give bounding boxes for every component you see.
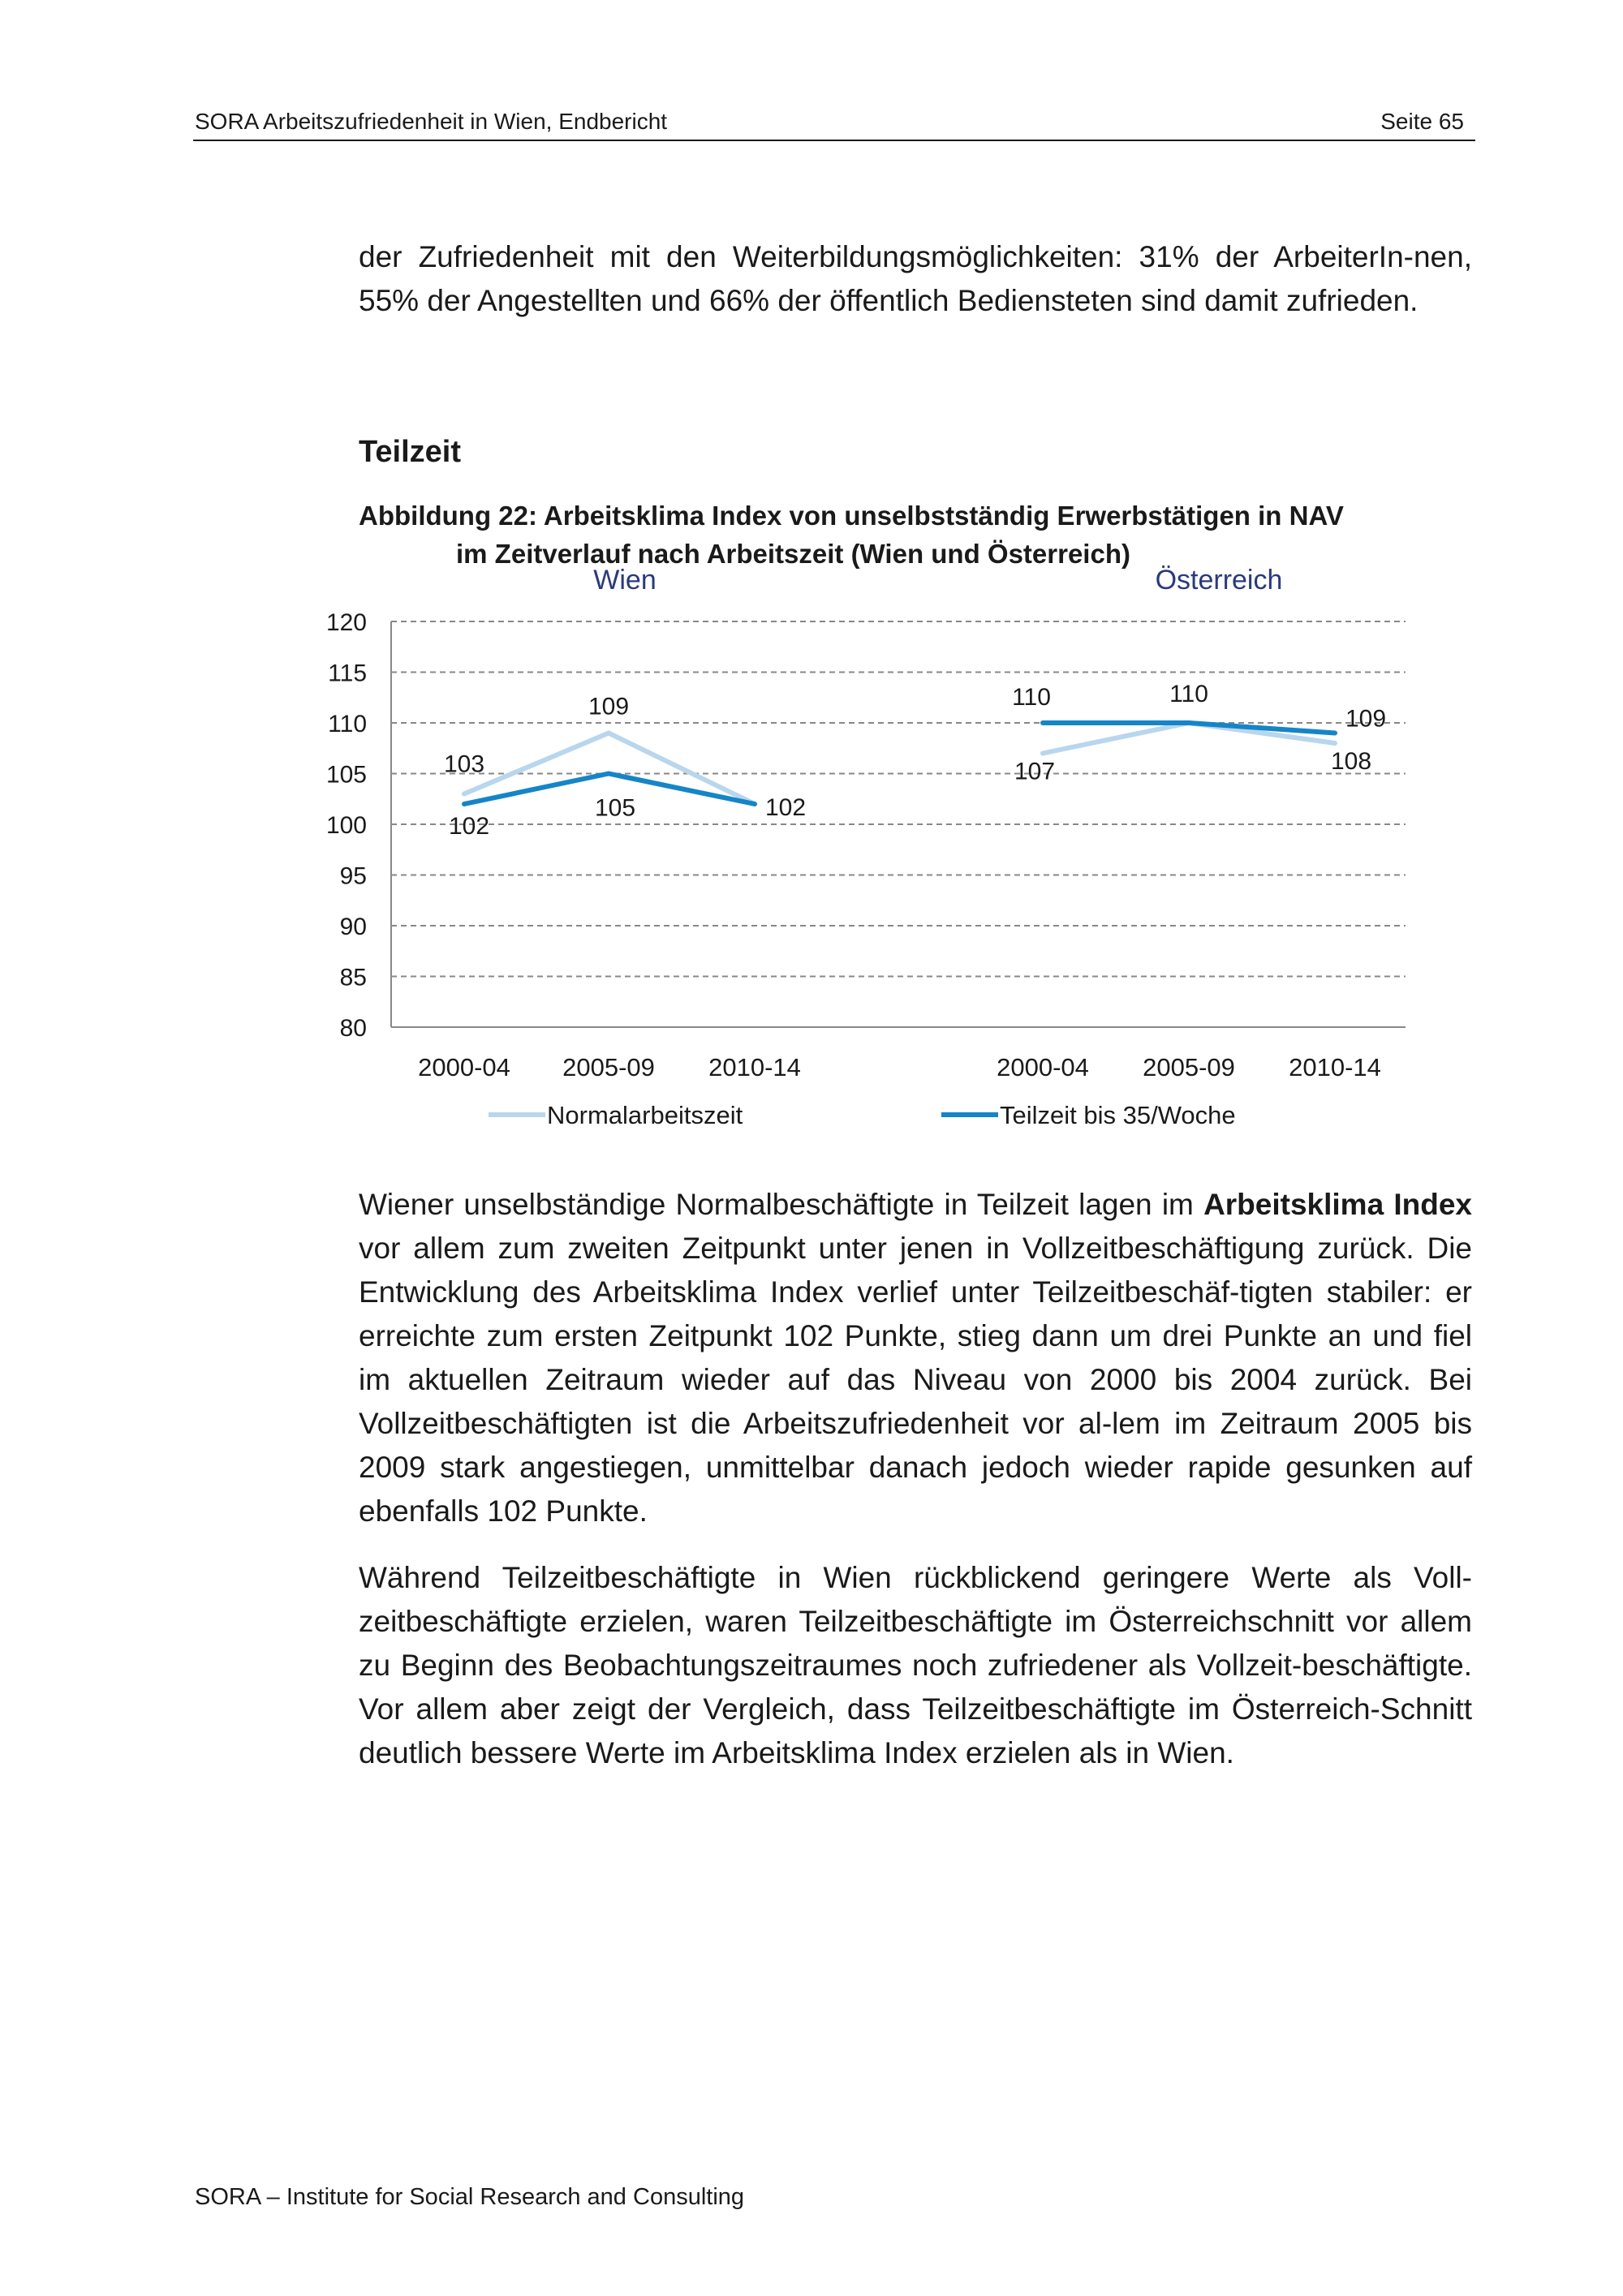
body-paragraph-1: [359, 1183, 1472, 1533]
intro-paragraph: der Zufriedenheit mit den Weiterbildungsmöglichkeiten: 31% der ArbeiterIn-nen, 55% der Angestellten und 66% der öffentlich Bediensteten sind damit zufrieden.: [359, 240, 1472, 317]
x-tick-label: 2000-04: [997, 1053, 1089, 1081]
y-tick-label: 120: [325, 609, 367, 636]
header-title: SORA Arbeitszufriedenheit in Wien, Endbericht: [195, 109, 668, 134]
caption-line-2: im Zeitverlauf nach Arbeitszeit (Wien und Österreich): [456, 539, 1130, 569]
data-label: 102: [764, 794, 807, 821]
data-label: 108: [1330, 748, 1372, 775]
series-line-normalarbeitszeit-oesterreich: [1043, 723, 1335, 754]
data-point: [606, 772, 611, 776]
legend-label: Teilzeit bis 35/Woche: [1000, 1101, 1236, 1129]
x-tick-label: 2005-09: [1143, 1053, 1235, 1081]
caption-line-1: Abbildung 22: Arbeitsklima Index von unselbstständig Erwerbstätigen in NAV: [359, 501, 1344, 531]
data-point: [752, 802, 757, 806]
y-tick-label: 110: [328, 711, 367, 737]
page-header: [193, 102, 1475, 141]
data-point: [462, 792, 467, 797]
data-label: 102: [448, 813, 490, 840]
page-number: Seite 65: [1380, 109, 1464, 134]
data-point: [1332, 731, 1337, 736]
body-paragraph-1-post: vor allem zum zweiten Zeitpunkt unter jenen in Vollzeitbeschäftigung zurück. Die Entwicklung des Arbeitsklima Index verlief unter Teilzeitbeschäf-tigten stabiler: er erreichte zum ersten Zeitpunkt 102 Punkte, stieg dann um drei Punkte an und fiel im aktuellen Zeitraum wieder auf das Niveau von 2000 bis 2004 zurück. Bei Vollzeitbeschäftigten ist die Arbeitszufriedenheit vor al-lem im Zeitraum 2005 bis 2009 stark angestiegen, unmittelbar danach jedoch wieder rapide gesunken auf ebenfalls 102 Punkte.: [359, 1232, 1472, 1528]
data-label: 103: [443, 750, 485, 778]
data-label: 107: [1014, 758, 1056, 785]
x-tick-label: 2010-14: [1289, 1053, 1381, 1081]
data-point: [1332, 741, 1337, 746]
data-point: [1040, 751, 1045, 756]
y-tick-label: 100: [325, 812, 367, 839]
section-heading: Teilzeit: [359, 435, 461, 469]
x-tick-label: 2010-14: [708, 1053, 801, 1081]
y-tick-label: 90: [339, 914, 367, 940]
x-tick-label: 2000-04: [418, 1053, 510, 1081]
legend-label: Normalarbeitszeit: [547, 1101, 743, 1129]
data-point: [1186, 720, 1191, 725]
data-label: 109: [588, 693, 630, 720]
line-chart: [308, 560, 1420, 1136]
panel-title-oesterreich: Österreich: [1155, 565, 1283, 595]
y-tick-label: 115: [328, 660, 367, 687]
data-point: [462, 802, 467, 806]
y-tick-label: 85: [339, 964, 367, 991]
data-label: 105: [594, 794, 636, 822]
y-tick-label: 105: [325, 761, 367, 789]
body-paragraph-2: Während Teilzeitbeschäftigte in Wien rückblickend geringere Werte als Voll-zeitbeschäftigte erzielen, waren Teilzeitbeschäftigte im Österreichschnitt vor allem zu Beginn des Beobachtungszeitraumes noch zufriedener als Vollzeit-beschäftigte. Vor allem aber zeigt der Vergleich, dass Teilzeitbeschäftigte im Österreich-Schnitt deutlich bessere Werte im Arbeitsklima Index erzielen als in Wien.: [359, 1561, 1472, 1769]
page-footer: SORA – Institute for Social Research and Consulting: [195, 2184, 745, 2210]
panel-title-wien: Wien: [593, 565, 657, 595]
y-tick-label: 80: [339, 1015, 367, 1042]
data-label: 110: [1012, 684, 1051, 711]
data-label: 109: [1345, 705, 1387, 733]
y-tick-label: 95: [339, 862, 367, 890]
data-point: [1040, 720, 1045, 725]
body-paragraph-1-pre: Wiener unselbständige Normalbeschäftigte in Teilzeit lagen im: [359, 1188, 1204, 1221]
data-label: 110: [1169, 681, 1208, 707]
body-paragraph-1-bold: Arbeitsklima Index: [1203, 1188, 1472, 1221]
x-tick-label: 2005-09: [562, 1053, 655, 1081]
data-point: [606, 731, 611, 736]
